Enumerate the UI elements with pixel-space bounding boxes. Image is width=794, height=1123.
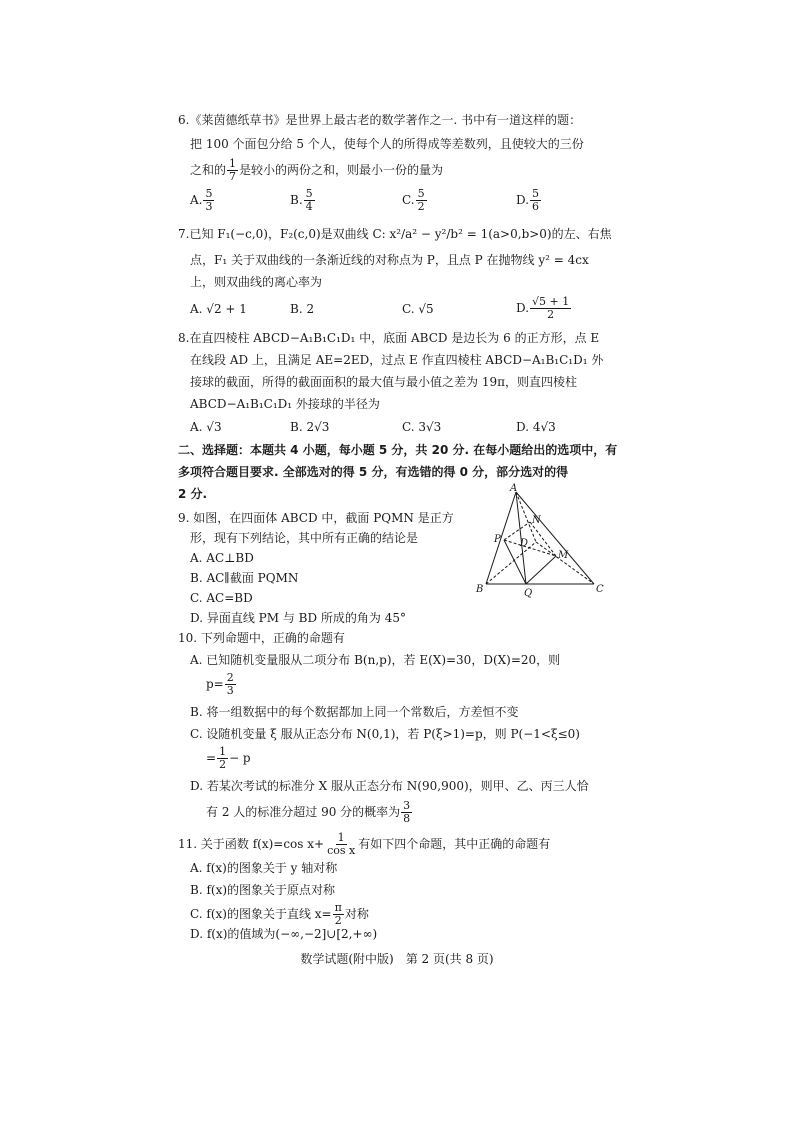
q10-option-d-line2: 有 2 人的标准分超过 90 分的概率为 $\frac{3}{8}$ — [206, 799, 411, 825]
q8-option-c: C. 3√3 — [402, 420, 442, 434]
q7-line3: 上，则双曲线的离心率为 — [190, 275, 323, 289]
q11-line1: 11. 关于函数 f(x)=cos x+ $\frac{1}{\text{cos x}}$ 有如下四个命题，其中正确的命题有 — [178, 831, 551, 857]
q9-line1: 9. 如图，在四面体 ABCD 中，截面 PQMN 是正方 — [178, 511, 454, 525]
q7-option-d: D. $\frac{√5 + 1}{2}$ — [516, 295, 570, 321]
page-footer: 数学试题(附中版) 第 2 页(共 8 页) — [300, 952, 494, 966]
q9-option-b: B. AC∥截面 PQMN — [190, 571, 299, 585]
tetrahedron-figure — [470, 482, 610, 600]
q11-option-a: A. f(x)的图象关于 y 轴对称 — [190, 861, 338, 875]
q8-option-d: D. 4√3 — [516, 420, 556, 434]
q10-option-c-line2: = $\frac{1}{2}$ − p — [206, 745, 251, 771]
label-p: P — [494, 534, 501, 545]
q10-option-b: B. 将一组数据中的每个数据都加上同一个常数后，方差恒不变 — [190, 705, 519, 719]
q10-line1: 10. 下列命题中，正确的命题有 — [178, 631, 345, 645]
q8-option-b: B. 2√3 — [290, 420, 330, 434]
section2-line2: 多项符合题目要求. 全部选对的得 5 分，有选错的得 0 分，部分选对的得 — [178, 465, 569, 479]
q8-line3: 接球的截面，所得的截面面积的最大值与最小值之差为 19π，则直四棱柱 — [190, 375, 577, 389]
q6-option-a: A. $\frac{5}{3}$ — [190, 187, 213, 213]
q7-option-b: B. 2 — [290, 302, 315, 316]
q9-option-c: C. AC=BD — [190, 591, 253, 605]
q11-option-b: B. f(x)的图象关于原点对称 — [190, 883, 336, 897]
q6-option-d: D. $\frac{5}{6}$ — [516, 187, 540, 213]
q6-option-b: B. $\frac{5}{4}$ — [290, 187, 313, 213]
label-c: C — [596, 584, 604, 595]
q8-line2: 在线段 AD 上，且满足 AE=2ED，过点 E 作直四棱柱 ABCD−A₁B₁C₁D₁ 外 — [190, 353, 604, 367]
q6-line2: 把 100 个面包分给 5 个人，使每个人的所得成等差数列，且使较大的三份 — [190, 137, 584, 151]
q8-line4: ABCD−A₁B₁C₁D₁ 外接球的半径为 — [190, 397, 380, 411]
section2-line1: 二、选择题：本题共 4 小题，每小题 5 分，共 20 分. 在每小题给出的选项中，有 — [178, 443, 618, 457]
q10-option-c-line1: C. 设随机变量 ξ 服从正态分布 N(0,1)，若 P(ξ>1)=p，则 P(−1<ξ≤0) — [190, 727, 580, 741]
label-q: Q — [524, 588, 533, 599]
q7-line1: 7.已知 F₁(−c,0)，F₂(c,0)是双曲线 C: x²/a² − y²/b² = 1(a>0,b>0)的左、右焦 — [178, 227, 612, 241]
label-b: B — [476, 584, 484, 595]
q11-option-c: C. f(x)的图象关于直线 x= $\frac{\pi}{2}$ 对称 — [190, 901, 369, 927]
q6-line3: 之和的 $\frac{1}{7}$ 是较小的两份之和，则最小一份的量为 — [190, 157, 444, 183]
q6-option-c: C. $\frac{5}{2}$ — [402, 187, 425, 213]
q10-option-a-line2: p= $\frac{2}{3}$ — [206, 671, 234, 697]
q7-option-c: C. √5 — [402, 302, 434, 316]
q8-line1: 8.在直四棱柱 ABCD−A₁B₁C₁D₁ 中，底面 ABCD 是边长为 6 的正方形，点 E — [178, 331, 600, 345]
label-m: M — [558, 550, 569, 561]
q9-option-d: D. 异面直线 PM 与 BD 所成的角为 45° — [190, 611, 406, 625]
q10-option-a-line1: A. 已知随机变量服从二项分布 B(n,p)，若 E(X)=30，D(X)=20，则 — [190, 653, 561, 667]
label-n: N — [532, 515, 541, 526]
q10-option-d-line1: D. 若某次考试的标准分 X 服从正态分布 N(90,900)，则甲、乙、丙三人恰 — [190, 779, 589, 793]
q7-line2: 点，F₁ 关于双曲线的一条渐近线的对称点为 P，且点 P 在抛物线 y² = 4cx — [190, 253, 589, 267]
q9-line2: 形，现有下列结论，其中所有正确的结论是 — [190, 531, 419, 545]
q8-option-a: A. √3 — [190, 420, 222, 434]
q7-option-a: A. √2 + 1 — [190, 302, 247, 316]
section2-line3: 2 分. — [178, 487, 208, 501]
q11-option-d: D. f(x)的值域为(−∞,−2]∪[2,+∞) — [190, 927, 378, 941]
label-d: D — [520, 538, 529, 549]
label-a: A — [510, 483, 518, 494]
q6-line1: 6.《莱茵德纸草书》是世界上最古老的数学著作之一. 书中有一道这样的题： — [178, 113, 582, 127]
q9-option-a: A. AC⊥BD — [190, 551, 254, 565]
